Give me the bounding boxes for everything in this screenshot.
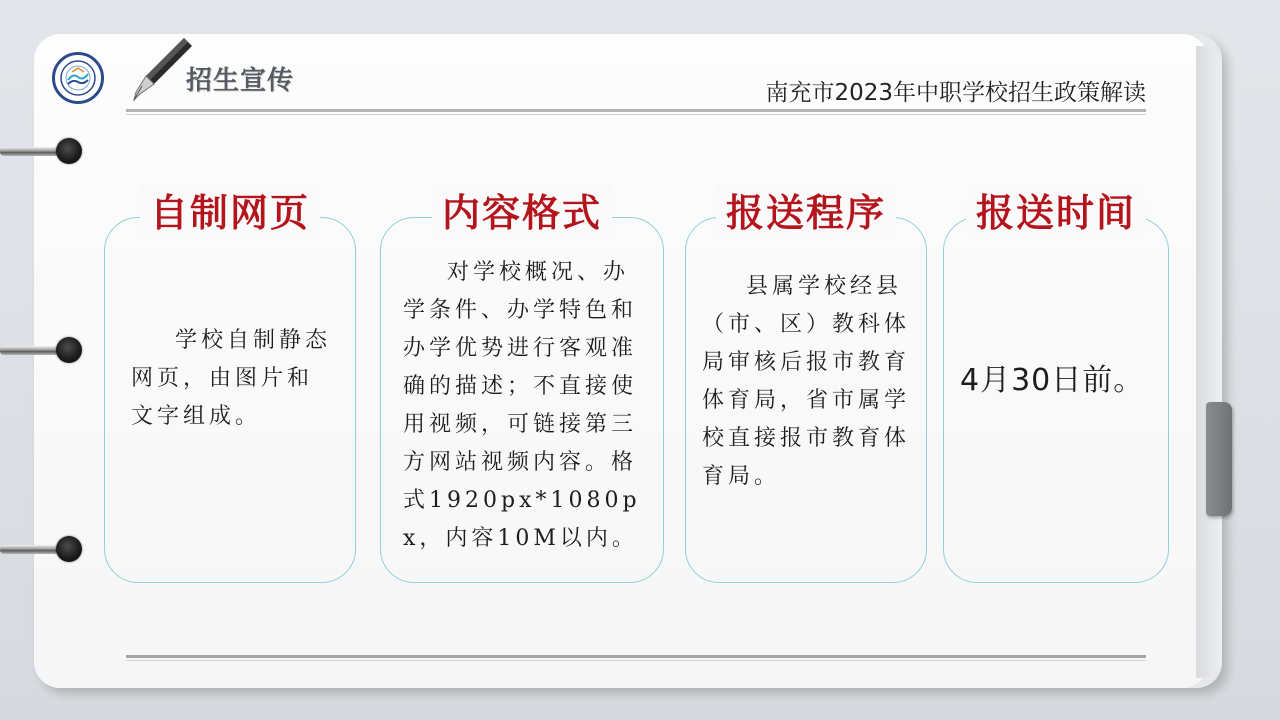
bottom-divider-thin — [126, 660, 1146, 661]
card-submission-procedure — [685, 190, 927, 583]
card-heading: 自制网页 — [140, 182, 320, 237]
side-tab[interactable] — [1206, 402, 1232, 516]
card-text: 对学校概况、办学条件、办学特色和办学优势进行客观准确的描述；不直接使用视频，可链接第三方网站视频内容。格式1920px*1080px，内容10M以内。 — [403, 260, 641, 551]
card-content-format — [380, 190, 664, 583]
card-text: 学校自制静态网页，由图片和文字组成。 — [131, 328, 332, 429]
document-title: 南充市2023年中职学校招生政策解读 — [765, 80, 1146, 106]
card-text: 4月30日前。 — [960, 363, 1145, 398]
section-title: 招生宣传 — [186, 66, 295, 96]
card-self-made-webpage — [104, 190, 356, 583]
card-text: 县属学校经县（市、区）教科体局审核后报市教育体育局，省市属学校直接报市教育体育局。 — [702, 274, 911, 489]
binder-ring — [0, 138, 86, 164]
binder-ring — [0, 337, 86, 363]
school-logo-icon — [52, 52, 104, 104]
page-edge — [1196, 46, 1222, 678]
top-divider — [126, 109, 1146, 112]
card-heading: 报送时间 — [966, 182, 1146, 237]
card-heading: 报送程序 — [716, 182, 896, 237]
card-submission-time — [943, 190, 1169, 583]
binder-ring — [0, 536, 86, 562]
bottom-divider — [126, 655, 1146, 658]
card-heading: 内容格式 — [432, 182, 612, 237]
top-divider-thin — [126, 114, 1146, 115]
